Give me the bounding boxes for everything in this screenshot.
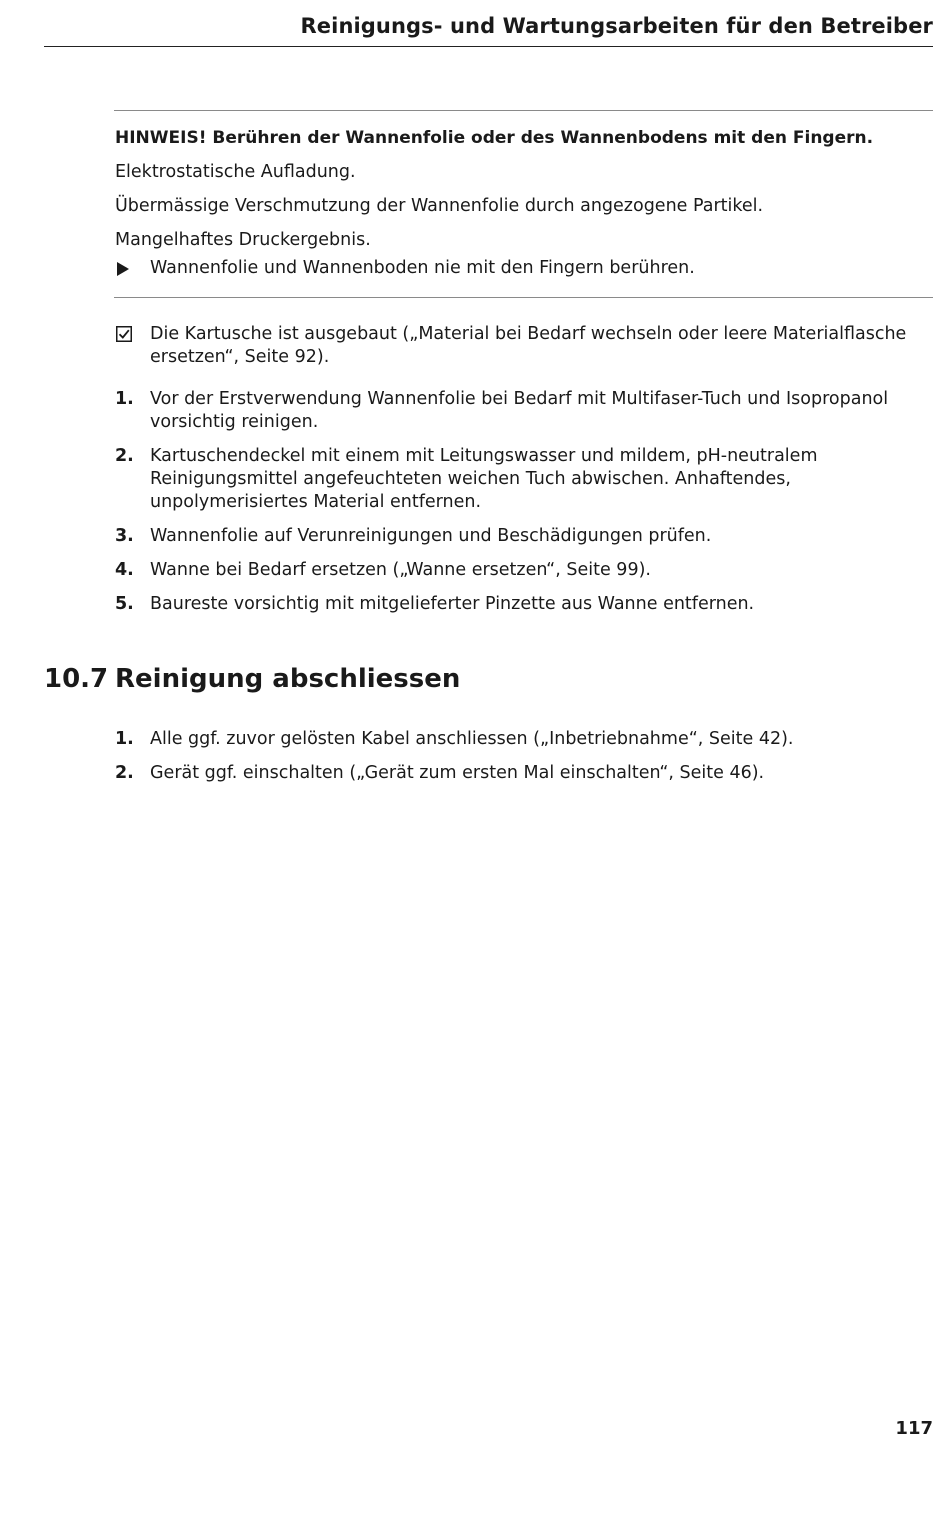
step-number: 5. xyxy=(115,594,134,614)
step-text: Wannenfolie auf Verunreinigungen und Beschädigungen prüfen. xyxy=(150,526,712,546)
section-title: Reinigung abschliessen xyxy=(115,664,461,694)
notice-line: Übermässige Verschmutzung der Wannenfolie durch angezogene Partikel. xyxy=(115,196,764,216)
checkbox-checked-icon xyxy=(116,326,132,342)
step-number: 2. xyxy=(115,763,134,783)
step-text: Baureste vorsichtig mit mitgelieferter Pinzette aus Wanne entfernen. xyxy=(150,594,755,614)
step-number: 2. xyxy=(115,446,134,466)
running-header: Reinigungs- und Wartungsarbeiten für den Betreiber xyxy=(300,14,933,38)
step-text: Wanne bei Bedarf ersetzen („Wanne ersetzen“, Seite 99). xyxy=(150,560,651,580)
step-text: Alle ggf. zuvor gelösten Kabel anschliessen („Inbetriebnahme“, Seite 42). xyxy=(150,729,794,749)
step-number: 4. xyxy=(115,560,134,580)
notice-line: Mangelhaftes Druckergebnis. xyxy=(115,230,371,250)
step-number: 1. xyxy=(115,389,134,409)
step-text: Vor der Erstverwendung Wannenfolie bei Bedarf mit Multifaser-Tuch und Isopropanol vorsichtig reinigen. xyxy=(150,389,889,432)
section-heading xyxy=(44,664,460,694)
notice-action: Wannenfolie und Wannenboden nie mit den Fingern berühren. xyxy=(150,258,695,278)
step-number: 3. xyxy=(115,526,134,546)
step-number: 1. xyxy=(115,729,134,749)
notice-top-divider xyxy=(114,110,933,111)
notice-bottom-divider xyxy=(114,297,933,298)
page-number: 117 xyxy=(895,1418,933,1439)
precondition-text: Die Kartusche ist ausgebaut („Material bei Bedarf wechseln oder leere Materialflasche ersetzen“, Seite 92). xyxy=(150,324,907,367)
step-text: Kartuschendeckel mit einem mit Leitungswasser und mildem, pH-neutralem Reinigungsmittel angefeuchteten weichen Tuch abwischen. Anhaftendes, unpolymerisiertes Material entfernen. xyxy=(150,446,818,512)
section-number: 10.7 xyxy=(44,664,109,694)
step-text: Gerät ggf. einschalten („Gerät zum ersten Mal einschalten“, Seite 46). xyxy=(150,763,765,783)
action-arrow-icon xyxy=(117,262,129,276)
notice-heading: HINWEIS! Berühren der Wannenfolie oder des Wannenbodens mit den Fingern. xyxy=(115,128,874,148)
notice-line: Elektrostatische Aufladung. xyxy=(115,162,356,182)
header-divider xyxy=(44,46,933,47)
